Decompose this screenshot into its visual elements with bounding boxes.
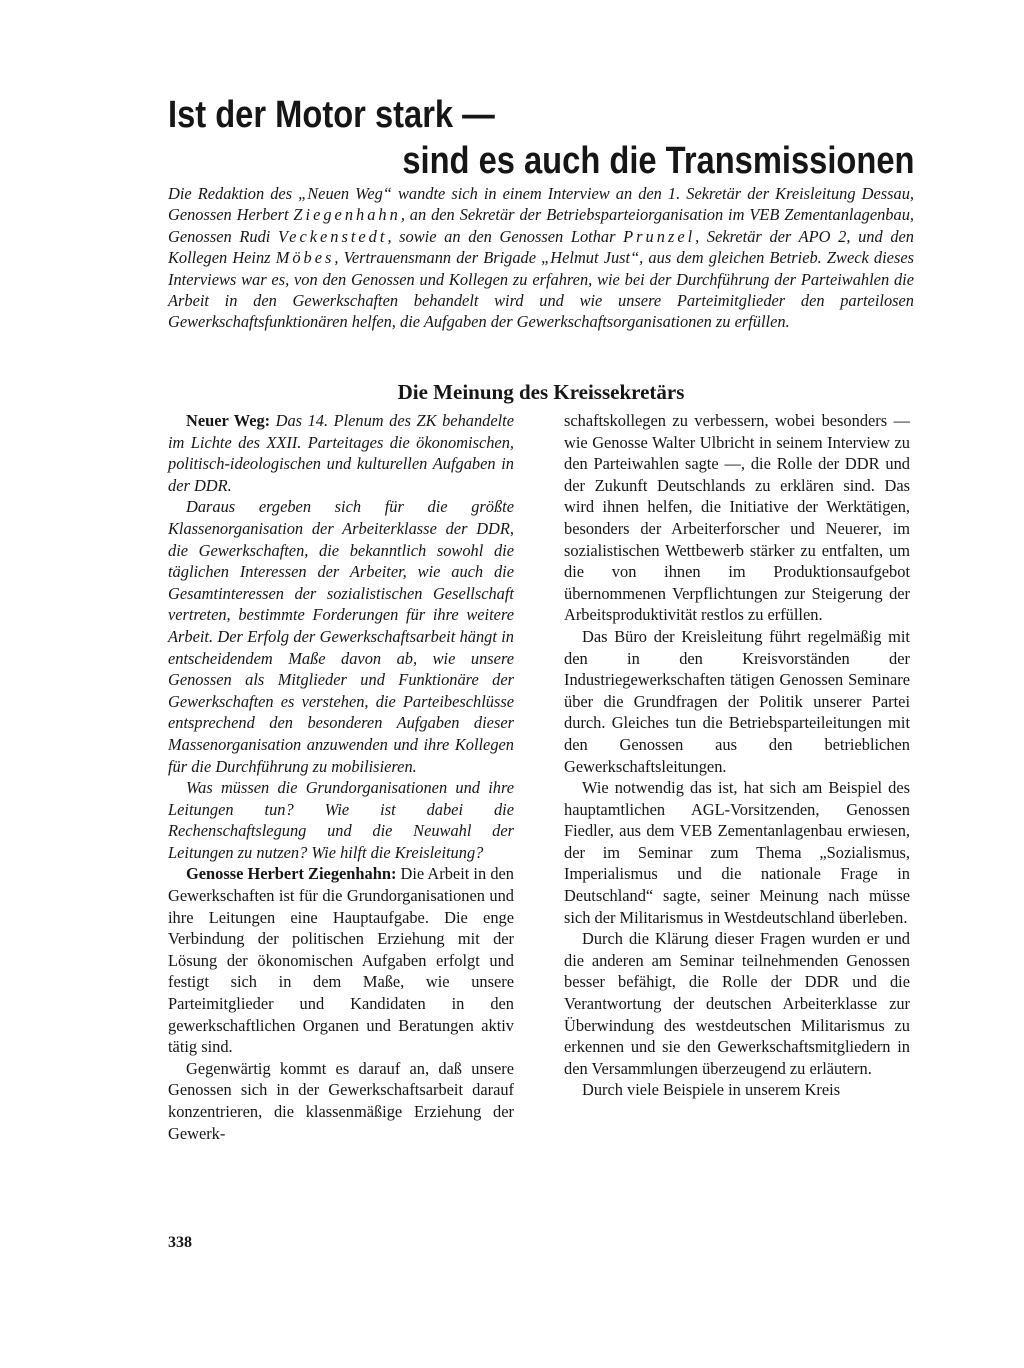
question-2: Daraus ergeben sich für die größte Klassenorganisation der Arbeiterklasse der DDR, die Gewerkschaften, die bekanntlich sowohl die täglichen Interessen der Arbeiter, wie auch die Gesamtinteressen der sozialistischen Gesellschaft vertreten, bestimmte Forderungen für ihre weitere Arbeit. Der Erfolg der Gewerkschaftsarbeit hängt in entscheidendem Maße davon ab, wie unsere Genossen als Mitglieder und Funktionäre der Gewerkschaften es verstehen, die Parteibeschlüsse entsprechend den besonderen Aufgaben dieser Massenorganisation anzuwenden und ihre Kollegen für die Durchführung zu mobilisieren. (168, 497, 514, 776)
right-paragraph-2: Das Büro der Kreisleitung führt regelmäßig mit den in den Kreisvorständen der Industriegewerkschaften tätigen Genossen Seminare über die Grundfragen der Politik unserer Partei durch. Gleiches tun die Betriebsparteileitungen mit den Genossen aus den betrieblichen Gewerkschaftsleitungen. (564, 626, 910, 776)
intro-text-2: , an den Sekretär der Betriebsparteiorganisation im VEB Zementanlagenbau, Genossen Rudi (168, 205, 914, 246)
title-line-2: sind es auch die Transmissionen (402, 140, 915, 182)
speaker-ziegenhahn: Genosse Herbert Ziegenhahn: (186, 864, 397, 884)
right-paragraph-1: schaftskollegen zu verbessern, wobei besonders — wie Genosse Walter Ulbricht in seinem Interview zu den Parteiwahlen sagte —, die Rolle der DDR und der Zukunft Deutschlands zu erklären sind. Das wird ihnen helfen, die Initiative der Werktätigen, besonders der Arbeiterforscher und Neuerer, im sozialistischen Wettbewerb stärker zu entfalten, um die von ihnen im Produktionsaufgebot übernommenen Verpflichtungen zur Steigerung der Arbeitsproduktivität restlos zu erfüllen. (564, 411, 910, 625)
answer-1 (168, 863, 514, 1057)
article-title (168, 92, 914, 184)
right-column (564, 410, 910, 1101)
question-1 (168, 410, 514, 496)
question-1-text: Das 14. Plenum des ZK behandelte im Lichte des XXII. Parteitages die ökonomischen, politisch-ideologischen und kulturellen Aufgaben in der DDR. (168, 411, 515, 495)
section-heading: Die Meinung des Kreissekretärs (397, 380, 685, 404)
intro-text-4: , Sekretär der APO 2, und den Kollegen Heinz (168, 226, 914, 268)
intro-name-veckenstedt: Veckenstedt (277, 226, 388, 246)
speaker-neuer-weg: Neuer Weg: (186, 411, 271, 430)
right-paragraph-3: Wie notwendig das ist, hat sich am Beispiel des hauptamtlichen AGL-Vorsitzenden, Genossen Fiedler, aus dem VEB Zementanlagenbau erwiesen, der im Seminar zum Thema „Sozialismus, Imperialismus und die nationale Frage in Deutschland“ sagte, seiner Meinung nach müsse sich der Militarismus in Westdeutschland überleben. (564, 778, 910, 927)
title-line-1: Ist der Motor stark — (168, 94, 495, 136)
right-paragraph-5: Durch viele Beispiele in unserem Kreis (582, 1080, 841, 1100)
intro-paragraph (168, 183, 914, 333)
intro-name-moebes: Möbes (275, 248, 335, 268)
right-paragraph-4: Durch die Klärung dieser Fragen wurden er und die anderen am Seminar teilnehmenden Genossen besser befähigt, die Rolle der DDR und die Verantwortung der deutschen Arbeiterklasse zur Überwindung des westdeutschen Militarismus zu erkennen und sie den Gewerkschaftsmitgliedern in den Versammlungen überzeugend zu erläutern. (564, 929, 910, 1078)
intro-name-prunzel: Prunzel (623, 226, 696, 246)
answer-2: Gegenwärtig kommt es darauf an, daß unsere Genossen sich in der Gewerkschaftsarbeit darauf konzentrieren, die klassenmäßige Erziehung der Gewerk- (168, 1058, 514, 1143)
intro-name-ziegenhahn: Ziegenhahn (293, 205, 401, 225)
page-number: 338 (168, 1234, 192, 1251)
left-column (168, 410, 514, 1144)
intro-text-3: , sowie an den Genossen Lothar (387, 226, 624, 246)
intro-text-1: Die Redaktion des „Neuen Weg“ wandte sich in einem Interview an den 1. Sekretär der Kreisleitung Dessau, Genossen Herbert (168, 184, 914, 225)
question-3: Was müssen die Grundorganisationen und ihre Leitungen tun? Wie ist dabei die Rechenschaftslegung und die Neuwahl der Leitungen zu nutzen? Wie hilft die Kreisleitung? (168, 778, 514, 862)
intro-text-5: , Vertrauensmann der Brigade „Helmut Just“, aus dem gleichen Betrieb. Zweck dieses Interviews war es, von den Genossen und Kollegen zu erfahren, wie bei der Durchführung der Parteiwahlen die Arbeit in den Gewerkschaften behandelt wird und wie unsere Parteimitglieder den parteilosen Gewerkschaftsfunktionären helfen, die Aufgaben der Gewerkschaftsorganisationen zu erfüllen. (168, 248, 914, 332)
answer-1-text: Die Arbeit in den Gewerkschaften ist für die Grundorganisationen und ihre Leitungen eine Hauptaufgabe. Die enge Verbindung der politischen Erziehung mit der Lösung der ökonomischen Aufgaben erfolgt und festigt sich in dem Maße, wie unsere Parteimitglieder und Kandidaten in den gewerkschaftlichen Organen und Beratungen aktiv tätig sind. (168, 864, 514, 1057)
